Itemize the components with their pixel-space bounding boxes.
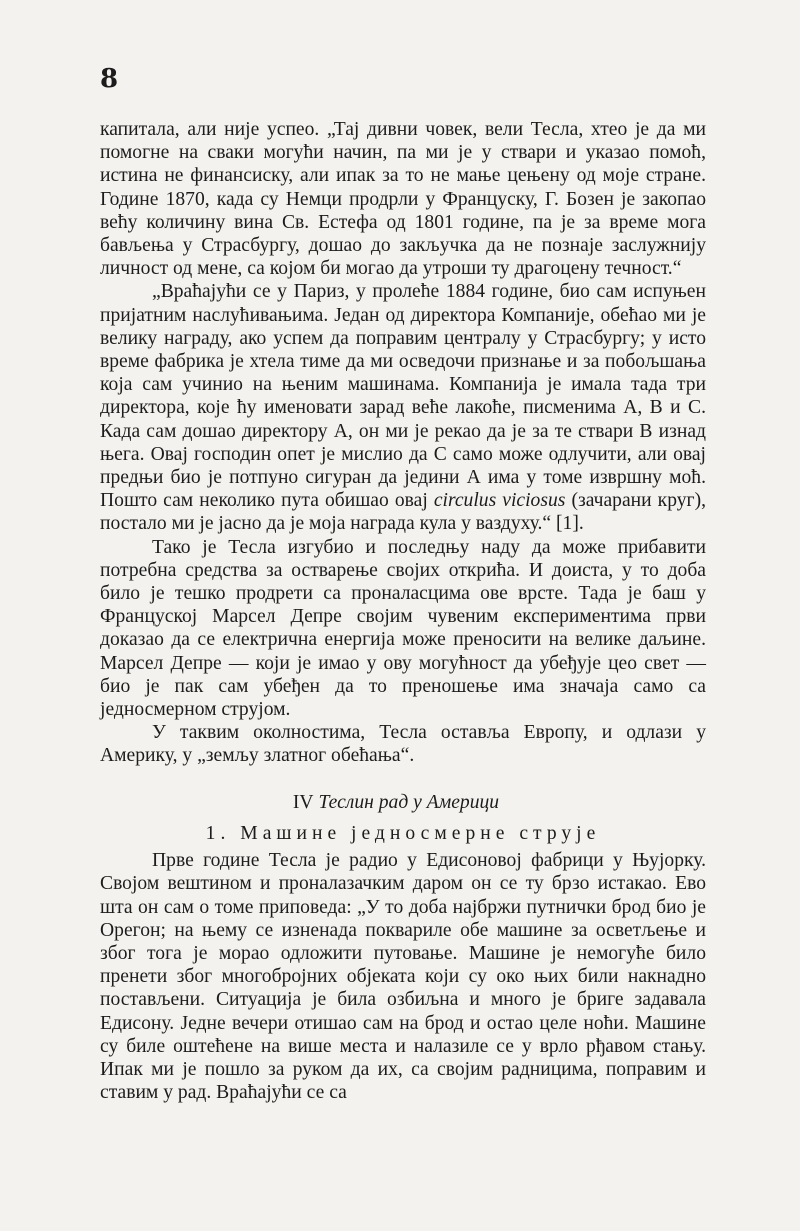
latin-phrase: circulus viciosus	[433, 490, 566, 512]
chapter-numeral: IV	[292, 791, 314, 813]
paragraph-4: У таквим околностима, Тесла оставља Европу, и одлази у Америку, у „земљу златног обећања“.	[100, 722, 706, 767]
paragraph-5: Прве године Тесла је радио у Едисоновој фабрици у Њујорку. Својом вештином и проналазачким даром он се ту брзо истакао. Ево шта он сам о томе приповеда: „У то доба најбржи путнички брод био је Орегон; на њему се изненада покварилe обе машине за осветљење и због тога је морао одложити путовање. Машине је немогуће било пренети због многобројних објеката који су око њих били накнадно постављени. Ситуација је била озбиљна и много је бриге задавала Едисону. Једне вечери отишао сам на брод и остао целе ноћи. Машине су биле оштећене на више места и налазиле се у врло рђавом стању. Ипак ми је пошло за руком да их, са својим радницима, поправим и ставим у рад. Враћајући се са	[100, 850, 706, 1104]
paragraph-1: капитала, али није успео. „Тај дивни човек, вели Тесла, хтео је да ми помогне на сваки могући начин, па ми је у ствари и указао помоћ, истина не финансиску, али ипак за то не мање цењену од моје стране. Године 1870, када су Немци продрли у Француску, Г. Бозен је закопао већу количину вина Св. Естефа од 1801 године, па је за време мога бављења у Страсбургу, дошао до закључка да не познаје заслужнију личност од мене, са којом би могао да утроши ту драгоцену течност.“	[100, 119, 706, 280]
page-body	[100, 118, 706, 1104]
paragraph-2-text-end: (зачарани круг), постало ми је јасно да је моја награда кула у ваздуху.“ [1].	[100, 490, 706, 535]
paragraph-3: Тако је Тесла изгубио и последњу наду да може прибавити потребна средства за остварење својих открића. И доиста, у то доба било је тешко продрети са проналасцима ове врсте. Тада је баш у Француској Марсел Депре својим чувеним експериментима први доказао да се електрична енергија може преносити на велике даљине. Марсел Депре — који је имао у ову могућност да убеђује цео свет — био је пак сам убеђен да то преношење има значаја само са једносмерном струјом.	[100, 536, 706, 721]
chapter-heading	[100, 791, 706, 814]
page-number: 8	[100, 64, 119, 94]
paragraph-2-text: „Враћајући се у Париз, у пролеће 1884 године, био сам испуњен пријатним наслућивањима. Један од директора Компаније, обећао ми је велику награду, ако успем да поправим централу у Страсбургу; у исто време фабрика је хтела тиме да ми осведочи признање и за побољшања која сам учинио на њеним машинама. Компанија је имала тада три директора, које ћу именовати зарад веће лакоће, писменима А, В и С. Када сам дошао директору А, он ми је рекао да је за те ствари В изнад њега. Овај господин опет је мислио да С само може одлучити, али овај предњи био је потпуно сигуран да једини А има у томе извршну моћ. Пошто сам неколико пута обишао овај	[100, 281, 706, 512]
chapter-title: Теслин рад у Америци	[318, 791, 500, 813]
paragraph-2	[100, 280, 706, 535]
section-heading: 1. Машине једносмерне струје	[205, 822, 601, 844]
